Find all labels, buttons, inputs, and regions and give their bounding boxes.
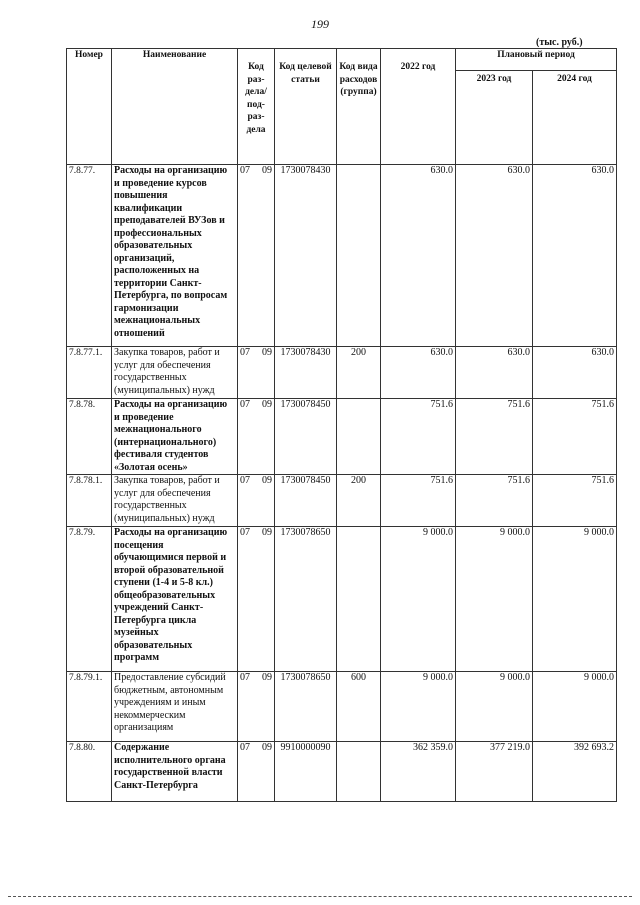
row-subsection: 09 bbox=[262, 399, 272, 410]
page-bottom-rule bbox=[8, 896, 632, 897]
header-year-2024: 2024 год bbox=[533, 71, 617, 165]
row-value-2023: 630.0 bbox=[456, 165, 533, 347]
row-section-code bbox=[238, 527, 275, 672]
row-target-code: 1730078430 bbox=[275, 347, 337, 399]
row-section: 07 bbox=[240, 347, 250, 358]
row-value-2024: 630.0 bbox=[533, 347, 617, 399]
row-value-2022: 362 359.0 bbox=[381, 742, 456, 802]
row-target-code: 1730078430 bbox=[275, 165, 337, 347]
table-row bbox=[67, 475, 617, 527]
row-value-2022: 9 000.0 bbox=[381, 672, 456, 742]
row-section: 07 bbox=[240, 742, 250, 753]
row-number: 7.8.80. bbox=[67, 742, 112, 802]
row-name: Расходы на организацию и проведение межнационального (интернационального) фестиваля студентов «Золотая осень» bbox=[112, 399, 238, 475]
row-number: 7.8.78. bbox=[67, 399, 112, 475]
row-section: 07 bbox=[240, 165, 250, 176]
row-value-2023: 751.6 bbox=[456, 475, 533, 527]
row-expense-type bbox=[337, 165, 381, 347]
table-row bbox=[67, 672, 617, 742]
row-expense-type bbox=[337, 742, 381, 802]
row-value-2022: 751.6 bbox=[381, 399, 456, 475]
table-row bbox=[67, 527, 617, 672]
row-number: 7.8.77. bbox=[67, 165, 112, 347]
row-name: Закупка товаров, работ и услуг для обеспечения государственных (муниципальных) нужд bbox=[112, 475, 238, 527]
row-subsection: 09 bbox=[262, 165, 272, 176]
row-name: Расходы на организацию посещения обучающимися первой и второй образовательной ступени (1-4 и 5-8 кл.) общеобразовательных учреждений Санкт-Петербурга цикла музейных образовательных программ bbox=[112, 527, 238, 672]
row-value-2023: 751.6 bbox=[456, 399, 533, 475]
row-value-2022: 630.0 bbox=[381, 347, 456, 399]
header-number: Номер bbox=[67, 49, 112, 165]
row-value-2023: 9 000.0 bbox=[456, 672, 533, 742]
header-year-2023: 2023 год bbox=[456, 71, 533, 165]
row-value-2024: 751.6 bbox=[533, 475, 617, 527]
row-number: 7.8.77.1. bbox=[67, 347, 112, 399]
table-row bbox=[67, 399, 617, 475]
row-value-2024: 392 693.2 bbox=[533, 742, 617, 802]
row-value-2024: 9 000.0 bbox=[533, 672, 617, 742]
row-number: 7.8.79. bbox=[67, 527, 112, 672]
row-name: Закупка товаров, работ и услуг для обеспечения государственных (муниципальных) нужд bbox=[112, 347, 238, 399]
row-expense-type bbox=[337, 527, 381, 672]
header-name: Наименование bbox=[112, 49, 238, 165]
header-plan-period: Плановый период bbox=[456, 49, 617, 71]
row-section-code bbox=[238, 399, 275, 475]
row-subsection: 09 bbox=[262, 347, 272, 358]
budget-table bbox=[66, 48, 617, 802]
row-target-code: 1730078650 bbox=[275, 527, 337, 672]
row-section-code bbox=[238, 347, 275, 399]
row-value-2023: 377 219.0 bbox=[456, 742, 533, 802]
row-subsection: 09 bbox=[262, 742, 272, 753]
row-name: Содержание исполнительного органа государственной власти Санкт-Петербурга bbox=[112, 742, 238, 802]
row-target-code: 1730078450 bbox=[275, 475, 337, 527]
row-section-code bbox=[238, 672, 275, 742]
row-value-2024: 751.6 bbox=[533, 399, 617, 475]
header-section-code: Код раз-дела/ под-раз-дела bbox=[238, 49, 275, 165]
row-section-code bbox=[238, 742, 275, 802]
row-name: Расходы на организацию и проведение курсов повышения квалификации преподавателей ВУЗов и профессиональных образовательных организаций, расположенных на территории Санкт-Петербурга, по вопросам гармонизации межнациональных отношений bbox=[112, 165, 238, 347]
row-value-2023: 630.0 bbox=[456, 347, 533, 399]
row-value-2022: 9 000.0 bbox=[381, 527, 456, 672]
row-section-code bbox=[238, 165, 275, 347]
table-row bbox=[67, 742, 617, 802]
row-value-2024: 630.0 bbox=[533, 165, 617, 347]
row-value-2022: 751.6 bbox=[381, 475, 456, 527]
row-expense-type: 600 bbox=[337, 672, 381, 742]
row-number: 7.8.79.1. bbox=[67, 672, 112, 742]
row-target-code: 1730078650 bbox=[275, 672, 337, 742]
row-section: 07 bbox=[240, 527, 250, 538]
row-value-2024: 9 000.0 bbox=[533, 527, 617, 672]
header-year-2022: 2022 год bbox=[381, 49, 456, 165]
table-row bbox=[67, 347, 617, 399]
header-target-code: Код целевой статьи bbox=[275, 49, 337, 165]
row-subsection: 09 bbox=[262, 672, 272, 683]
row-expense-type: 200 bbox=[337, 475, 381, 527]
page-number: 199 bbox=[311, 17, 329, 31]
row-section: 07 bbox=[240, 475, 250, 486]
row-section: 07 bbox=[240, 672, 250, 683]
row-target-code: 1730078450 bbox=[275, 399, 337, 475]
row-section-code bbox=[238, 475, 275, 527]
row-value-2022: 630.0 bbox=[381, 165, 456, 347]
header-expense-type: Код вида расходов (группа) bbox=[337, 49, 381, 165]
row-name: Предоставление субсидий бюджетным, автономным учреждениям и иным некоммерческим организациям bbox=[112, 672, 238, 742]
row-expense-type bbox=[337, 399, 381, 475]
row-number: 7.8.78.1. bbox=[67, 475, 112, 527]
units-label: (тыс. руб.) bbox=[536, 37, 583, 48]
row-target-code: 9910000090 bbox=[275, 742, 337, 802]
row-value-2023: 9 000.0 bbox=[456, 527, 533, 672]
row-subsection: 09 bbox=[262, 475, 272, 486]
row-section: 07 bbox=[240, 399, 250, 410]
table-row bbox=[67, 165, 617, 347]
row-subsection: 09 bbox=[262, 527, 272, 538]
row-expense-type: 200 bbox=[337, 347, 381, 399]
